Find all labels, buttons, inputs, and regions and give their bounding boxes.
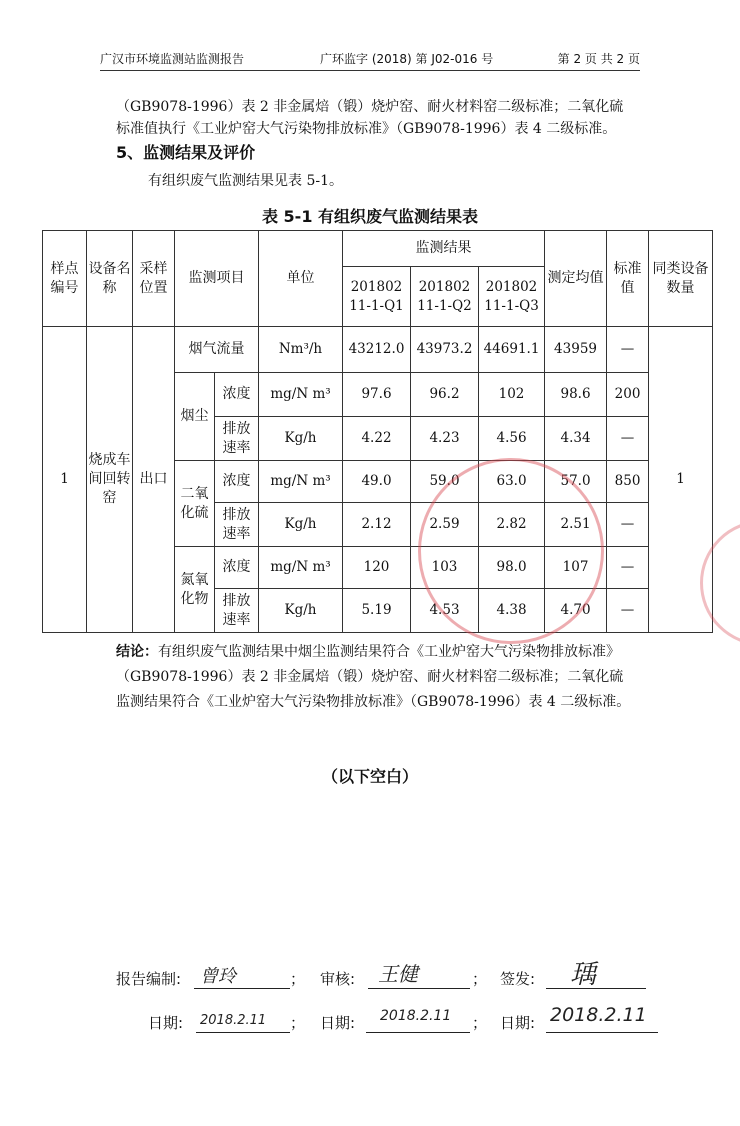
header-sample-1: 201802 11-1-Q1 — [343, 267, 411, 327]
header-unit: 单位 — [259, 231, 343, 327]
cell-item: 浓度 — [215, 547, 259, 589]
cell-standard: 850 — [607, 461, 649, 503]
header-sampling: 采样位置 — [133, 231, 175, 327]
cell-unit: mg/N m³ — [259, 547, 343, 589]
cell-standard: — — [607, 589, 649, 633]
cell-value-3: 4.38 — [479, 589, 545, 633]
cell-value-1: 120 — [343, 547, 411, 589]
cell-value-3: 2.82 — [479, 503, 545, 547]
results-table — [42, 230, 713, 633]
header-item: 监测项目 — [175, 231, 259, 327]
conclusion-paragraph — [116, 640, 636, 715]
cell-value-2: 96.2 — [411, 373, 479, 417]
cell-value-3: 44691.1 — [479, 327, 545, 373]
table-caption: 表 5-1 有组织废气监测结果表 — [261, 207, 479, 226]
separator-4: ； — [472, 1014, 488, 1032]
cell-item: 浓度 — [215, 373, 259, 417]
date-label-2: 日期: — [320, 1014, 356, 1032]
cell-mean: 2.51 — [545, 503, 607, 547]
reviewer-signature: 王健 — [378, 962, 418, 986]
cell-unit: Kg/h — [259, 417, 343, 461]
cell-mean: 4.70 — [545, 589, 607, 633]
page-header — [100, 48, 640, 71]
cell-group: 二氧化硫 — [175, 461, 215, 547]
cell-standard: — — [607, 327, 649, 373]
cell-group: 氮氧化物 — [175, 547, 215, 633]
cell-sampling: 出口 — [133, 327, 175, 633]
header-left: 广汉市环境监测站监测报告 — [100, 52, 245, 66]
cell-value-2: 2.59 — [411, 503, 479, 547]
cell-mean: 4.34 — [545, 417, 607, 461]
issuer-signature: 瑀 — [570, 960, 597, 990]
separator-1: ； — [290, 970, 306, 988]
cell-value-3: 102 — [479, 373, 545, 417]
cell-unit: mg/N m³ — [259, 461, 343, 503]
cell-unit: mg/N m³ — [259, 373, 343, 417]
cell-value-3: 4.56 — [479, 417, 545, 461]
date-value-1: 2018.2.11 — [200, 1013, 267, 1028]
cell-item: 排放速率 — [215, 589, 259, 633]
cell-value-2: 59.0 — [411, 461, 479, 503]
date-label-1: 日期: — [148, 1014, 184, 1032]
cell-mean: 98.6 — [545, 373, 607, 417]
date-value-2: 2018.2.11 — [380, 1008, 452, 1024]
reviewer-label: 审核: — [320, 970, 356, 988]
cell-value-2: 43973.2 — [411, 327, 479, 373]
header-device: 设备名称 — [87, 231, 133, 327]
cell-mean: 43959 — [545, 327, 607, 373]
cell-value-1: 5.19 — [343, 589, 411, 633]
cell-value-2: 103 — [411, 547, 479, 589]
compiler-label: 报告编制: — [116, 970, 182, 988]
cell-device: 烧成车间回转窑 — [87, 327, 133, 633]
cell-standard: — — [607, 417, 649, 461]
header-results: 监测结果 — [343, 231, 545, 267]
reviewer-line — [368, 988, 470, 989]
cell-value-2: 4.23 — [411, 417, 479, 461]
header-sample-2: 201802 11-1-Q2 — [411, 267, 479, 327]
cell-value-1: 97.6 — [343, 373, 411, 417]
date-line-2 — [366, 1032, 470, 1033]
cell-value-3: 98.0 — [479, 547, 545, 589]
conclusion-text: 有组织废气监测结果中烟尘监测结果符合《工业炉窑大气污染物排放标准》（GB9078-1996）表 2 非金属焙（锻）烧炉窑、耐火材料窑二级标准；二氧化硫监测结果符合《工业炉窑大气污染物排放标准》（GB9078-1996）表 4 二级标准。 — [116, 644, 631, 710]
cell-mean: 107 — [545, 547, 607, 589]
header-point-no: 样点编号 — [43, 231, 87, 327]
cell-group: 烟尘 — [175, 373, 215, 461]
compiler-signature: 曾玲 — [200, 966, 236, 987]
cell-item: 浓度 — [215, 461, 259, 503]
cell-item: 排放速率 — [215, 417, 259, 461]
cell-value-1: 49.0 — [343, 461, 411, 503]
section-intro: 有组织废气监测结果见表 5-1。 — [148, 173, 343, 189]
official-seal-icon — [418, 458, 604, 644]
header-center: 广环监字 (2018) 第 J02-016 号 — [320, 52, 494, 66]
compiler-line — [194, 988, 290, 989]
cell-value-1: 2.12 — [343, 503, 411, 547]
cell-unit: Kg/h — [259, 589, 343, 633]
cell-value-1: 4.22 — [343, 417, 411, 461]
separator-3: ； — [290, 1014, 306, 1032]
header-mean: 测定均值 — [545, 231, 607, 327]
header-page-number: 第 2 页 共 2 页 — [557, 52, 640, 66]
cell-item: 排放速率 — [215, 503, 259, 547]
cell-point-no: 1 — [43, 327, 87, 633]
cell-count: 1 — [649, 327, 713, 633]
blank-note: （以下空白） — [321, 767, 418, 786]
date-line-1 — [196, 1032, 290, 1033]
cell-item: 烟气流量 — [175, 327, 259, 373]
intro-paragraph: （GB9078-1996）表 2 非金属焙（锻）烧炉窑、耐火材料窑二级标准；二氧化硫标准值执行《工业炉窑大气污染物排放标准》（GB9078-1996）表 4 二级标准。 — [116, 99, 624, 137]
separator-2: ； — [472, 970, 488, 988]
cell-mean: 57.0 — [545, 461, 607, 503]
header-standard: 标准值 — [607, 231, 649, 327]
date-label-3: 日期: — [500, 1014, 536, 1032]
cell-value-2: 4.53 — [411, 589, 479, 633]
cell-standard: 200 — [607, 373, 649, 417]
cell-standard: — — [607, 503, 649, 547]
issuer-label: 签发: — [500, 970, 536, 988]
cell-standard: — — [607, 547, 649, 589]
cell-unit: Kg/h — [259, 503, 343, 547]
conclusion-label: 结论： — [116, 644, 158, 660]
date-line-3 — [546, 1032, 658, 1033]
cell-value-1: 43212.0 — [343, 327, 411, 373]
header-sample-3: 201802 11-1-Q3 — [479, 267, 545, 327]
section-title: 5、监测结果及评价 — [116, 143, 256, 162]
cell-unit: Nm³/h — [259, 327, 343, 373]
cell-value-3: 63.0 — [479, 461, 545, 503]
header-count: 同类设备数量 — [649, 231, 713, 327]
date-value-3: 2018.2.11 — [550, 1004, 647, 1026]
